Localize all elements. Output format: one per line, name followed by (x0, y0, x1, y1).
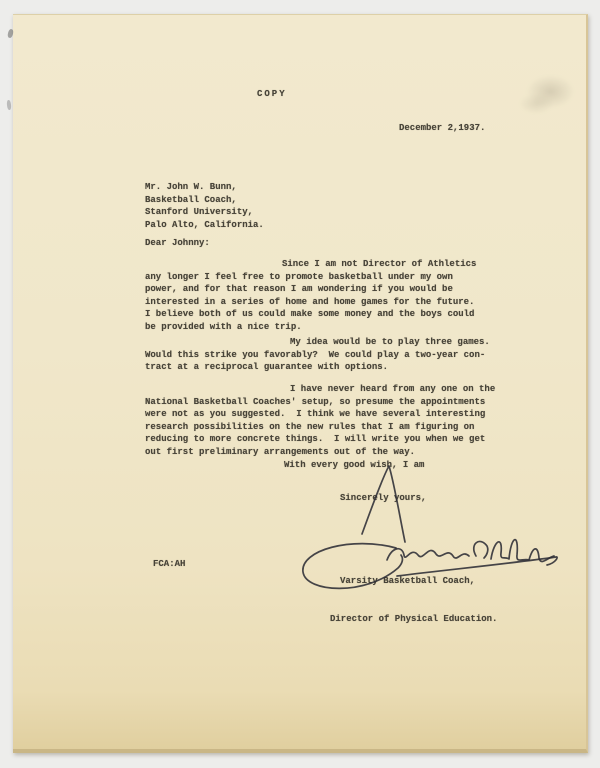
typist-initials: FCA:AH (153, 559, 186, 569)
text-line: Mr. John W. Bunn, (145, 182, 237, 192)
text-line: reducing to more concrete things. I will write you when we get (145, 434, 486, 445)
text-line: Since I am not Director of Athletics (282, 259, 477, 269)
text-line: be provided with a nice trip. (145, 321, 302, 332)
signer-title-line: Varsity Basketball Coach, (340, 576, 476, 587)
text-line: Basketball Coach, (145, 194, 237, 205)
text-line: I believe both of us could make some money and the boys could (145, 309, 475, 320)
text-line: My idea would be to play three games. (290, 337, 490, 347)
signer-title-line: Director of Physical Education. (330, 613, 498, 624)
salutation: Dear Johnny: (145, 238, 210, 248)
text-line: out first preliminary arrangements out of the way. (145, 446, 416, 457)
paragraph-2 (145, 336, 490, 374)
text-line: Stanford University, (145, 207, 254, 218)
letter-date: December 2,1937. (399, 123, 486, 133)
text-line: research possibilities on the new rules that I am figuring on (145, 421, 475, 432)
text-line: power, and for that reason I am wondering if you would be (145, 284, 453, 295)
text-line: any longer I feel free to promote basketball under my own (145, 271, 453, 282)
paragraph-3 (145, 383, 495, 459)
text-line: Palo Alto, California. (145, 219, 264, 230)
paragraph-1 (145, 258, 476, 334)
valediction: Sincerely yours, (340, 493, 427, 503)
text-line: Would this strike you favorably? We could play a two-year con- (145, 349, 486, 360)
text-line: interested in a series of home and home games for the future. (145, 296, 475, 307)
pencil-smudge (512, 70, 582, 118)
handwritten-signature (290, 460, 570, 605)
text-line: I have never heard from any one on the (290, 384, 496, 394)
scan-artifact-mark (6, 100, 11, 110)
text-line: National Basketball Coaches' setup, so presume the appointments (145, 396, 486, 407)
closing-line: With every good wish, I am (284, 460, 425, 470)
text-line: were not as you suggested. I think we have several interesting (145, 409, 486, 420)
copy-label: COPY (257, 89, 287, 99)
recipient-address (145, 181, 264, 231)
text-line: tract at a reciprocal guarantee with options. (145, 362, 389, 373)
